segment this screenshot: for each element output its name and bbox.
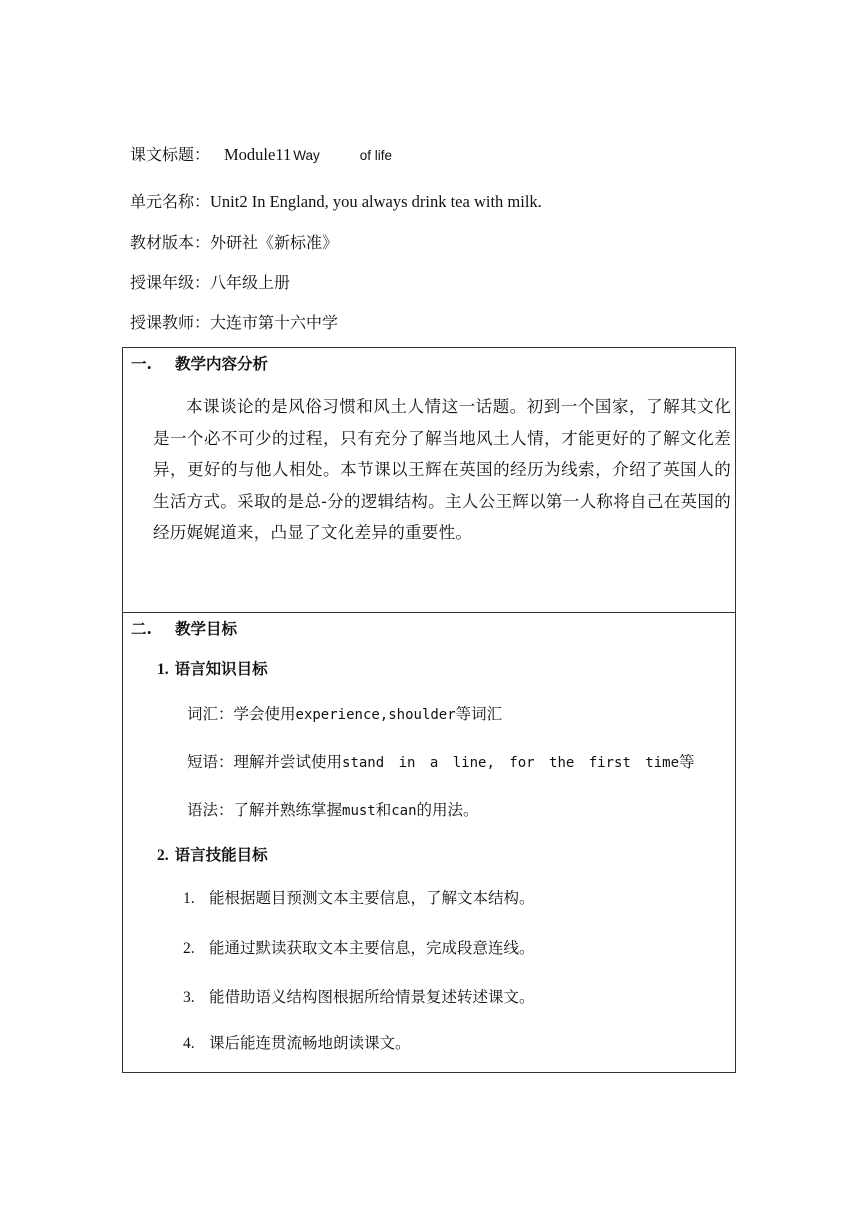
skill-goal-item xyxy=(183,886,535,908)
goal-number: 4. xyxy=(183,1035,195,1052)
skill-goal-item xyxy=(183,985,535,1007)
vocabulary-tail: 等词汇 xyxy=(455,705,503,723)
subsection-title: 语言知识目标 xyxy=(174,659,268,678)
grammar-item xyxy=(187,798,479,820)
lesson-title-line xyxy=(130,142,392,165)
vocabulary-item xyxy=(187,702,502,724)
subsection-heading-knowledge xyxy=(157,657,268,679)
section-number: 二. xyxy=(131,619,152,638)
vocabulary-words: experience,shoulder xyxy=(295,707,456,723)
textbook-value: 外研社《新标准》 xyxy=(210,233,339,252)
unit-name-label: 单元名称： xyxy=(130,192,211,211)
teaching-goals-section xyxy=(122,612,736,1073)
goal-number: 3. xyxy=(183,989,195,1006)
goal-text: 能通过默读获取文本主要信息，完成段意连线。 xyxy=(209,939,535,957)
teacher-label: 授课教师： xyxy=(130,313,211,332)
goal-number: 2. xyxy=(183,940,195,957)
phrase-item xyxy=(187,750,695,772)
content-analysis-paragraph: 本课谈论的是风俗习惯和风土人情这一话题。初到一个国家，了解其文化是一个必不可少的过程，只有充分了解当地风土人情，才能更好的了解文化差异，更好的与他人相处。本节课以王辉在英国的经历为线索，介绍了英国人的生活方式。采取的是总-分的逻辑结构。主人公王辉以第一人称将自己在英国的经历娓娓道来，凸显了文化差异的重要性。 xyxy=(153,397,731,542)
teacher-line xyxy=(130,310,338,333)
section-heading xyxy=(131,352,268,374)
unit-name-line xyxy=(130,189,542,212)
phrase-label: 短语：理解并尝试使用 xyxy=(187,753,343,771)
phrase-tail: 等 xyxy=(679,753,695,771)
phrase-words: stand in a line, for the first time xyxy=(342,755,680,771)
goal-text: 课后能连贯流畅地朗读课文。 xyxy=(209,1034,411,1052)
teacher-value: 大连市第十六中学 xyxy=(210,313,339,332)
lesson-title-module: Module11 xyxy=(224,145,292,164)
grammar-word-must: must xyxy=(342,803,376,819)
lesson-title-label: 课文标题： xyxy=(130,145,211,164)
goal-text: 能根据题目预测文本主要信息，了解文本结构。 xyxy=(209,889,535,907)
skill-goal-item xyxy=(183,1031,411,1053)
grade-label: 授课年级： xyxy=(130,273,211,292)
grammar-label: 语法：了解并熟练掌握 xyxy=(187,801,343,819)
section-number: 一. xyxy=(131,354,152,373)
grade-value: 八年级上册 xyxy=(210,273,291,292)
section-title: 教学内容分析 xyxy=(175,354,269,373)
grammar-mid: 和 xyxy=(375,801,392,819)
content-analysis-section xyxy=(122,347,736,613)
section-heading xyxy=(131,617,237,639)
subsection-number: 1. xyxy=(157,661,169,678)
lesson-title-way: Way xyxy=(293,148,320,163)
textbook-line xyxy=(130,230,338,253)
goal-text: 能借助语义结构图根据所给情景复述转述课文。 xyxy=(209,988,535,1006)
textbook-label: 教材版本： xyxy=(130,233,211,252)
subsection-title: 语言技能目标 xyxy=(174,845,268,864)
unit-name-value: Unit2 In England, you always drink tea with milk. xyxy=(210,192,542,211)
grammar-word-can: can xyxy=(391,803,417,819)
lesson-title-of-life: of life xyxy=(359,148,393,163)
subsection-number: 2. xyxy=(157,847,169,864)
skill-goal-item xyxy=(183,936,535,958)
vocabulary-label: 词汇：学会使用 xyxy=(187,705,296,723)
goal-number: 1. xyxy=(183,890,195,907)
subsection-heading-skills xyxy=(157,843,268,865)
grammar-tail: 的用法。 xyxy=(416,801,479,819)
section-title: 教学目标 xyxy=(175,619,238,638)
grade-line xyxy=(130,270,290,293)
